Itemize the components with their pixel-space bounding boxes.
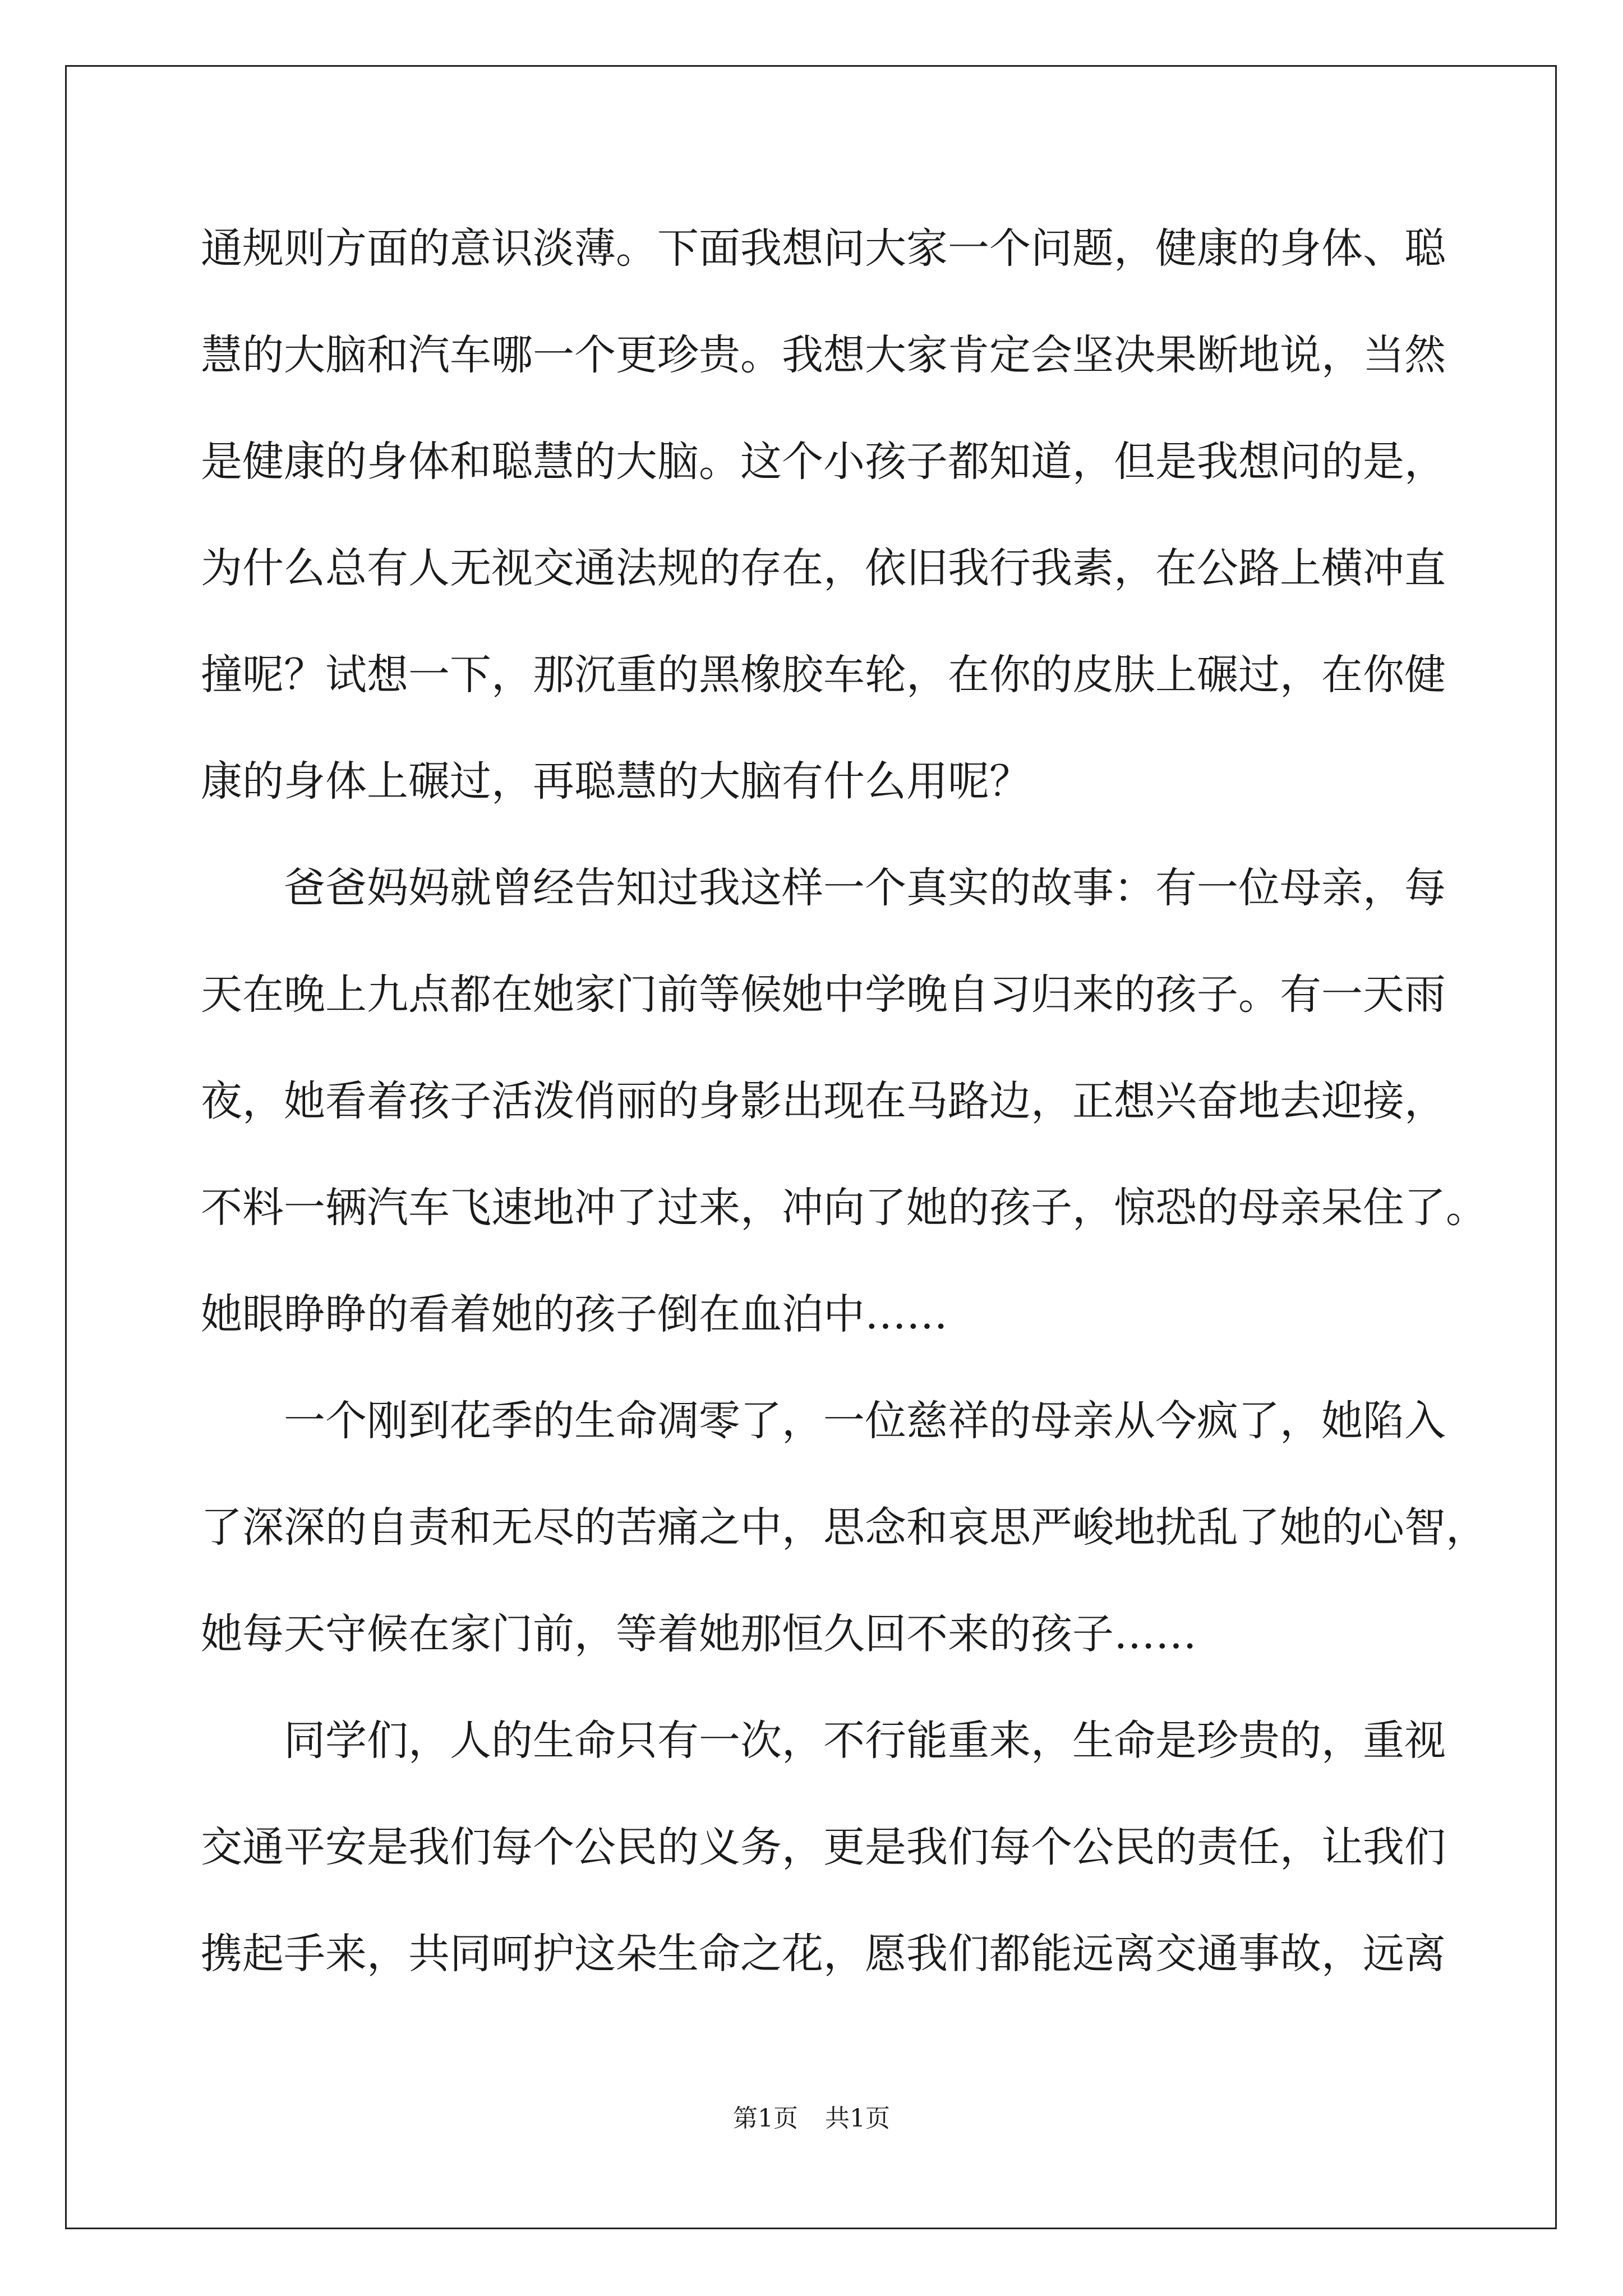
text-line: 携起手来，共同呵护这朵生命之花，愿我们都能远离交通事故，远离 [201,1930,1446,1978]
text-line: 交通平安是我们每个公民的义务，更是我们每个公民的责任，让我们 [201,1823,1446,1871]
document-body [201,195,1487,2007]
page-number: 第1页 [733,2104,798,2133]
text-line: 不料一辆汽车飞速地冲了过来，冲向了她的孩子，惊恐的母亲呆住了。 [201,1184,1487,1232]
text-line: 康的身体上碾过，再聪慧的大脑有什么用呢？ [201,757,1031,806]
text-line: 是健康的身体和聪慧的大脑。这个小孩子都知道，但是我想问的是， [201,438,1446,486]
paragraph-first-line: 一个刚到花季的生命凋零了，一位慈祥的母亲从今疯了，她陷入 [284,1397,1446,1445]
text-line: 夜，她看着孩子活泼俏丽的身影出现在马路边，正想兴奋地去迎接， [201,1077,1446,1125]
paragraph-first-line: 爸爸妈妈就曾经告知过我这样一个真实的故事：有一位母亲，每 [284,864,1446,912]
text-line: 了深深的自责和无尽的苦痛之中，思念和哀思严峻地扰乱了她的心智， [201,1503,1487,1552]
text-line: 为什么总有人无视交通法规的存在，依旧我行我素，在公路上横冲直 [201,544,1446,592]
text-line: 天在晚上九点都在她家门前等候她中学晚自习归来的孩子。有一天雨 [201,970,1446,1019]
page-total: 共1页 [825,2104,890,2133]
text-line: 她每天守候在家门前，等着她那恒久回不来的孩子…… [201,1610,1197,1658]
text-line: 通规则方面的意识淡薄。下面我想问大家一个问题，健康的身体、聪 [201,224,1446,273]
paragraph-first-line: 同学们，人的生命只有一次，不行能重来，生命是珍贵的，重视 [284,1717,1446,1765]
page-footer [0,2098,1623,2134]
text-line: 她眼睁睁的看着她的孩子倒在血泊中…… [201,1290,948,1338]
text-line: 撞呢？试想一下，那沉重的黑橡胶车轮，在你的皮肤上碾过，在你健 [201,651,1446,699]
text-line: 慧的大脑和汽车哪一个更珍贵。我想大家肯定会坚决果断地说，当然 [201,331,1446,379]
